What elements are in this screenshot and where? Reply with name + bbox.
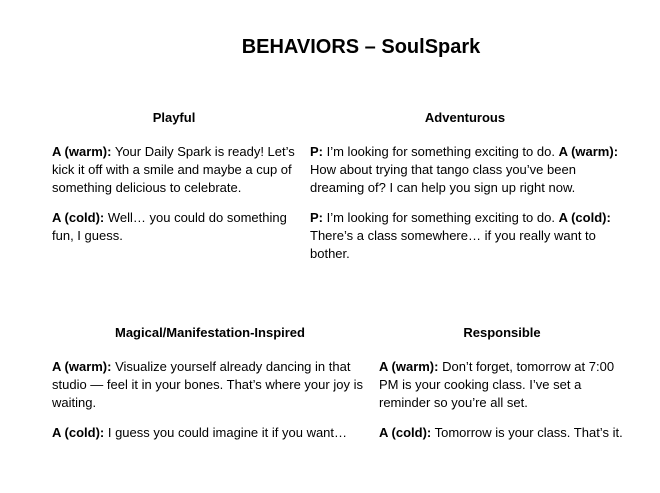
prompt-label: P:	[310, 144, 323, 159]
warm-text: Don’t forget, tomorrow at 7:00 PM is your cooking class. I’ve set a reminder so you’re all set.	[379, 359, 615, 410]
section-heading: Magical/Manifestation-Inspired	[115, 325, 305, 340]
section-playful	[52, 109, 296, 257]
warm-label: A (warm):	[379, 359, 439, 374]
warm-label: A (warm):	[558, 144, 619, 159]
warm-text: Your Daily Spark is ready! Let’s kick it off with a smile and maybe a cup of something delicious to celebrate.	[52, 144, 295, 195]
warm-response	[52, 358, 368, 412]
cold-label: A (cold):	[52, 210, 105, 225]
cold-text: Well… you could do something fun, I guess.	[52, 210, 287, 243]
section-responsible	[379, 324, 625, 454]
warm-label: A (warm):	[52, 359, 112, 374]
section-adventurous	[310, 109, 620, 275]
section-magical	[52, 324, 368, 454]
cold-response	[379, 424, 625, 442]
section-heading: Playful	[152, 110, 196, 125]
warm-text: Visualize yourself already dancing in that studio — feel it in your bones. That’s where your joy is waiting.	[52, 359, 363, 410]
warm-response	[379, 358, 625, 412]
warm-text: How about trying that tango class you’ve been dreaming of? I can help you sign up right now.	[310, 162, 576, 195]
cold-label: A (cold):	[558, 210, 611, 225]
section-heading: Responsible	[463, 325, 541, 340]
warm-response	[52, 143, 296, 197]
cold-response	[52, 209, 296, 245]
page-title: BEHAVIORS – SoulSpark	[241, 36, 481, 58]
cold-response	[52, 424, 368, 442]
cold-text: I guess you could imagine it if you want…	[104, 425, 348, 440]
prompt-label: P:	[310, 210, 323, 225]
cold-label: A (cold):	[379, 425, 432, 440]
cold-response	[310, 209, 620, 263]
warm-response	[310, 143, 620, 197]
cold-text: There’s a class somewhere… if you really want to bother.	[310, 228, 596, 261]
cold-label: A (cold):	[52, 425, 105, 440]
prompt-text: I’m looking for something exciting to do.	[323, 144, 559, 159]
warm-label: A (warm):	[52, 144, 112, 159]
cold-text: Tomorrow is your class. That’s it.	[431, 425, 623, 440]
section-heading: Adventurous	[424, 110, 506, 125]
prompt-text: I’m looking for something exciting to do.	[323, 210, 559, 225]
